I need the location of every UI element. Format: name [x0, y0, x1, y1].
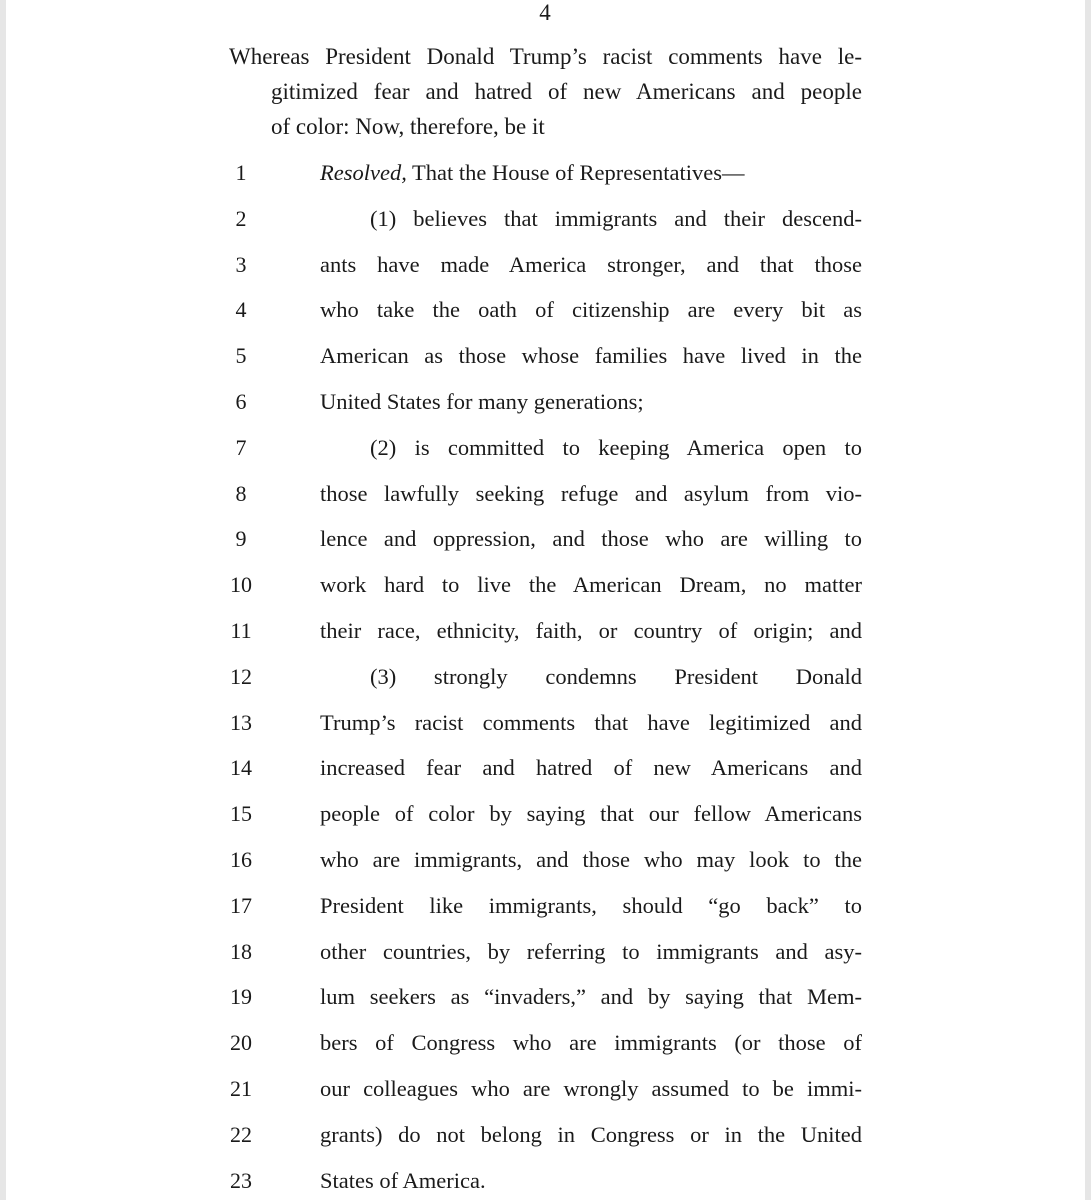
text-line: [320, 160, 744, 186]
text-line: President like immigrants, should “go back” to: [320, 892, 862, 918]
text-line: who take the oath of citizenship are every bit as: [320, 297, 862, 323]
line-number: 4: [235, 297, 247, 323]
preamble-line: Whereas President Donald Trump’s racist comments have le-: [229, 44, 862, 69]
line-number: 12: [230, 663, 252, 689]
line-number: 9: [235, 526, 247, 552]
line-number: 8: [235, 480, 247, 506]
line-number: 22: [230, 1121, 252, 1147]
text-line: (2) is committed to keeping America open to: [370, 434, 862, 460]
line-number: 20: [230, 1030, 252, 1056]
line-number: 16: [230, 847, 252, 872]
resolved-italic: Resolved,: [320, 160, 407, 185]
text-line: lence and oppression, and those who are willing to: [320, 526, 862, 552]
line-number: 23: [230, 1167, 252, 1193]
text-line: lum seekers as “invaders,” and by saying that Mem-: [320, 984, 862, 1010]
line-number: 10: [230, 572, 252, 598]
text-line: United States for many generations;: [320, 389, 644, 414]
line-number: 7: [235, 434, 247, 460]
line-number: 2: [235, 205, 247, 231]
text-line: increased fear and hatred of new Americans and: [320, 755, 862, 781]
text-line: people of color by saying that our fellow Americans: [320, 801, 862, 827]
page-edge-left: [0, 0, 6, 1200]
text-line: (3) strongly condemns President Donald: [370, 663, 862, 689]
line-number: 17: [230, 892, 252, 918]
line-number: 3: [235, 251, 247, 277]
text-line: their race, ethnicity, faith, or country of origin; and: [320, 618, 862, 643]
preamble-line: of color: Now, therefore, be it: [271, 114, 545, 139]
line-number: 18: [230, 938, 252, 964]
page-edge-right: [1085, 0, 1091, 1200]
text-line: Trump’s racist comments that have legitimized and: [320, 709, 862, 735]
line-number: 13: [230, 709, 252, 735]
line-number: 1: [235, 160, 247, 185]
line-number: 5: [235, 343, 247, 369]
text-line: (1) believes that immigrants and their descend-: [370, 205, 862, 231]
text-line: grants) do not belong in Congress or in the United: [320, 1121, 862, 1147]
line-number: 14: [230, 755, 252, 781]
text-line: bers of Congress who are immigrants (or those of: [320, 1030, 862, 1056]
text-line: American as those whose families have lived in the: [320, 343, 862, 369]
text-line: who are immigrants, and those who may look to the: [320, 847, 862, 872]
line-number: 21: [230, 1076, 252, 1101]
text-line: other countries, by referring to immigrants and asy-: [320, 938, 862, 964]
preamble-line: gitimized fear and hatred of new Americans and people: [271, 79, 862, 104]
line-number: 11: [230, 618, 252, 643]
page-number: 4: [539, 0, 551, 25]
text-line: States of America.: [320, 1167, 486, 1193]
line-number: 15: [230, 801, 252, 827]
text-line: work hard to live the American Dream, no matter: [320, 572, 862, 598]
text-line: those lawfully seeking refuge and asylum from vio-: [320, 480, 862, 506]
text-line: ants have made America stronger, and that those: [320, 251, 862, 277]
resolved-clause: That the House of Representatives—: [406, 160, 745, 185]
line-number: 6: [235, 389, 247, 414]
line-number: 19: [230, 984, 252, 1010]
text-line: our colleagues who are wrongly assumed to be immi-: [320, 1076, 862, 1101]
